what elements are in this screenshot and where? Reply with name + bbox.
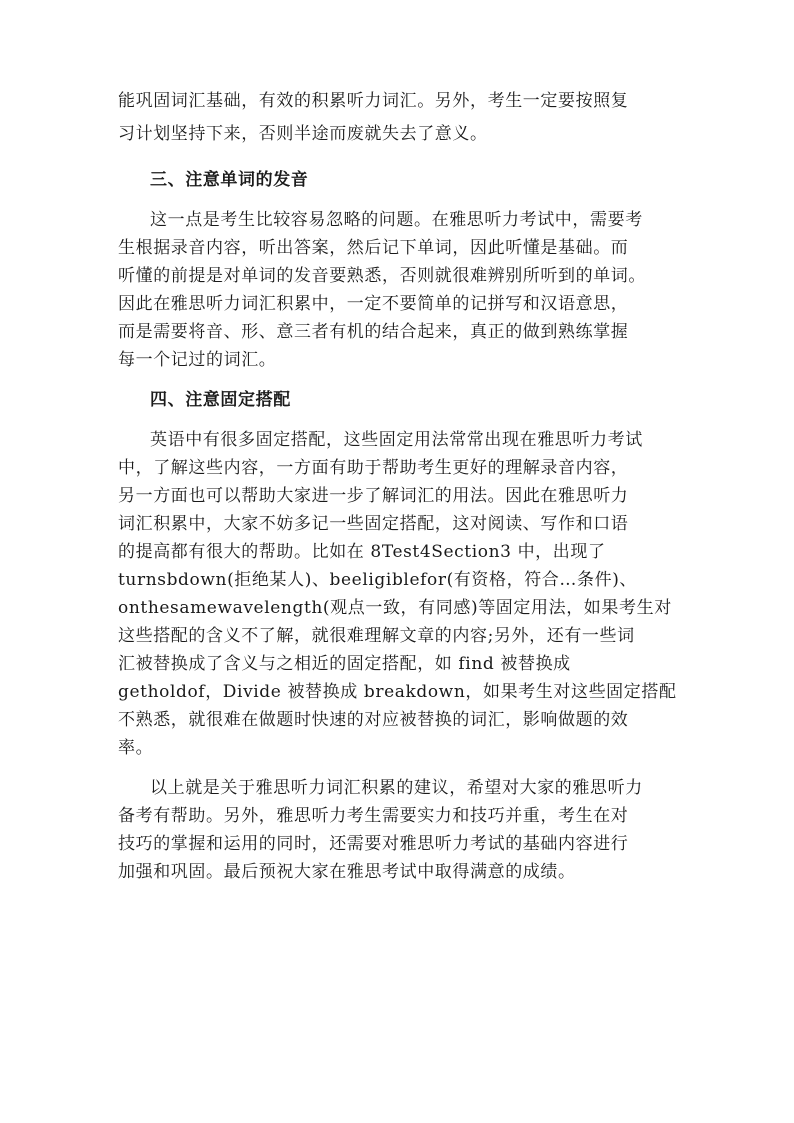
paragraph-line: 英语中有很多固定搭配，这些固定用法常常出现在雅思听力考试: [150, 430, 643, 450]
paragraph-line: 以上就是关于雅思听力词汇积累的建议，希望对大家的雅思听力: [150, 778, 643, 798]
paragraph-line: 这一点是考生比较容易忽略的问题。在雅思听力考试中，需要考: [150, 210, 643, 230]
paragraph-line: 词汇积累中，大家不妨多记一些固定搭配，这对阅读、写作和口语: [118, 514, 629, 534]
paragraph-line: 听懂的前提是对单词的发音要熟悉，否则就很难辨别所听到的单词。: [118, 266, 646, 286]
paragraph-line: 生根据录音内容，听出答案，然后记下单词，因此听懂是基础。而: [118, 238, 629, 258]
paragraph-line: 每一个记过的词汇。: [118, 350, 277, 370]
paragraph-line: 而是需要将音、形、意三者有机的结合起来，真正的做到熟练掌握: [118, 322, 629, 342]
paragraph-line: 的提高都有很大的帮助。比如在 8Test4Section3 中，出现了: [118, 542, 606, 562]
paragraph-line: 中，了解这些内容，一方面有助于帮助考生更好的理解录音内容，: [118, 458, 629, 478]
paragraph-line: onthesamewavelength(观点一致，有同感)等固定用法，如果考生对: [118, 598, 672, 618]
paragraph-line: turnsbdown(拒绝某人)、beeligiblefor(有资格，符合…条件)、: [118, 570, 638, 590]
paragraph-line: 汇被替换成了含义与之相近的固定搭配，如 find 被替换成: [118, 654, 571, 674]
paragraph-line: 因此在雅思听力词汇积累中，一定不要简单的记拼写和汉语意思，: [118, 294, 629, 314]
paragraph-line: 习计划坚持下来，否则半途而废就失去了意义。: [118, 124, 488, 144]
paragraph-line: 能巩固词汇基础，有效的积累听力词汇。另外，考生一定要按照复: [118, 91, 629, 111]
paragraph-line: 备考有帮助。另外，雅思听力考生需要实力和技巧并重，考生在对: [118, 806, 629, 826]
paragraph-line: 率。: [118, 738, 154, 758]
paragraph-line: 不熟悉，就很难在做题时快速的对应被替换的词汇，影响做题的效: [118, 710, 629, 730]
paragraph-line: 加强和巩固。最后预祝大家在雅思考试中取得满意的成绩。: [118, 862, 576, 882]
paragraph-line: 这些搭配的含义不了解，就很难理解文章的内容;另外，还有一些词: [118, 626, 635, 646]
section-heading-collocations: 四、注意固定搭配: [150, 390, 291, 410]
section-heading-pronunciation: 三、注意单词的发音: [150, 170, 309, 190]
paragraph-line: 另一方面也可以帮助大家进一步了解词汇的用法。因此在雅思听力: [118, 486, 629, 506]
paragraph-line: getholdof，Divide 被替换成 breakdown，如果考生对这些固定搭配: [118, 682, 677, 702]
paragraph-line: 技巧的掌握和运用的同时，还需要对雅思听力考试的基础内容进行: [118, 834, 629, 854]
